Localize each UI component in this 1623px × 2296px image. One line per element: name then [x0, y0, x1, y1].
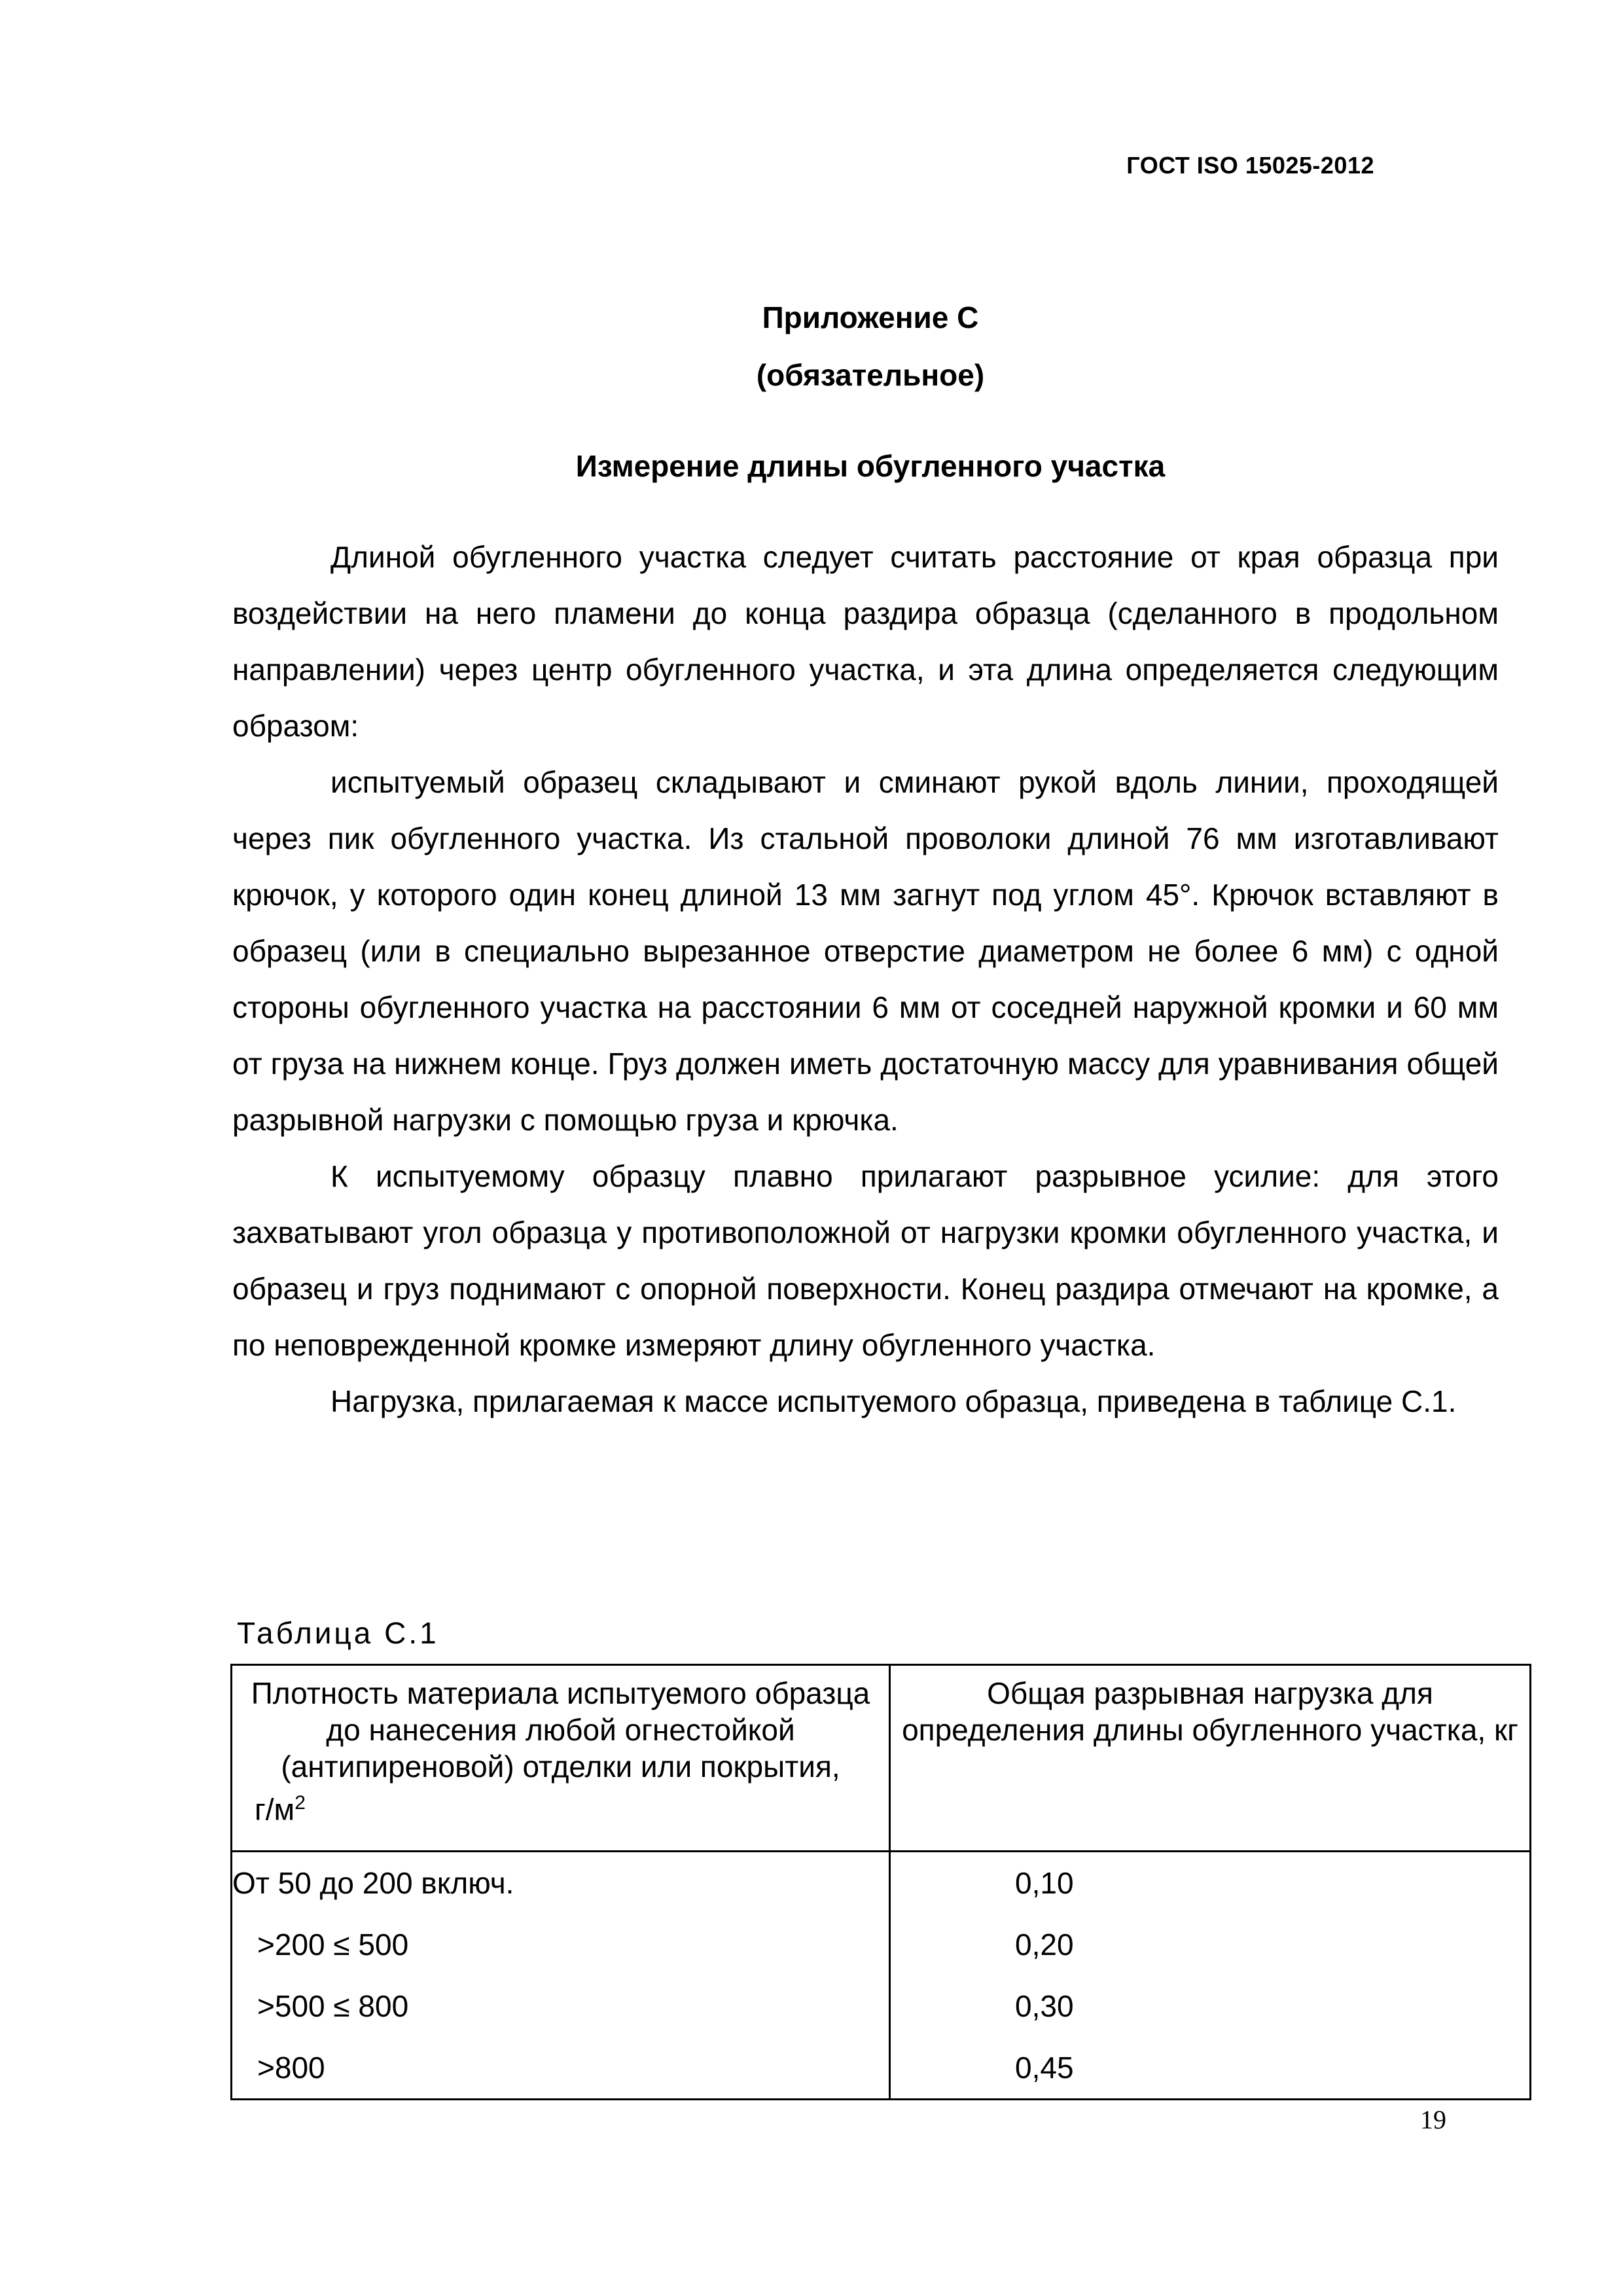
- paragraph: испытуемый образец складывают и сминают рукой вдоль линии, проходящей через пик обугленного участка. Из стальной проволоки длиной 76 мм изготавливают крючок, у которого один конец длиной 13 мм загнут под углом 45°. Крючок вставляют в образец (или в специально вырезанное отверстие диаметром не более 6 мм) с одной стороны обугленного участка на расстоянии 6 мм от соседней наружной кромки и 60 мм от груза на нижнем конце. Груз должен иметь достаточную массу для уравнивания общей разрывной нагрузки с помощью груза и крючка.: [232, 765, 1499, 1137]
- density-unit: $г/м^2$: [255, 1792, 306, 1827]
- density-cell: >500 ≤ 800: [232, 1975, 890, 2037]
- density-cell: От 50 до 200 включ.: [232, 1852, 890, 1914]
- paragraph: К испытуемому образцу плавно прилагают разрывное усилие: для этого захватывают угол образца у противоположной от нагрузки кромки обугленного участка, и образец и груз поднимают с опорной поверхности. Конец раздира отмечают на кромке, а по неповрежденной кромке измеряют длину обугленного участка.: [232, 1159, 1499, 1362]
- table-row: [232, 1914, 1531, 1975]
- table-caption: Таблица С.1: [237, 1616, 439, 1650]
- document-code: ГОСТ ISO 15025-2012: [1126, 152, 1374, 179]
- load-cell: 0,30: [890, 1975, 1531, 2037]
- table-row: [232, 2037, 1531, 2100]
- load-cell: 0,45: [890, 2037, 1531, 2100]
- load-column-header: Общая разрывная нагрузка для определения длины обугленного участка, кг: [890, 1665, 1531, 1852]
- density-column-header: [232, 1665, 890, 1852]
- annex-title: Измерение длины обугленного участка: [575, 449, 1166, 483]
- load-cell: 0,10: [890, 1852, 1531, 1914]
- load-table: [230, 1664, 1531, 2100]
- body-text: [232, 529, 1499, 1429]
- table-header-row: [232, 1665, 1531, 1852]
- density-cell: >200 ≤ 500: [232, 1914, 890, 1975]
- annex-label: Приложение С: [762, 300, 979, 334]
- density-header-text: Плотность материала испытуемого образца до нанесения любой огнестойкой (антипиреновой) отделки или покрытия,: [251, 1676, 870, 1784]
- load-cell: 0,20: [890, 1914, 1531, 1975]
- annex-kind: (обязательное): [756, 358, 985, 392]
- paragraph: Нагрузка, прилагаемая к массе испытуемого образца, приведена в таблице С.1.: [330, 1384, 1457, 1418]
- table-row: [232, 1975, 1531, 2037]
- page-number: 19: [1420, 2105, 1446, 2134]
- table-row: [232, 1852, 1531, 1914]
- paragraph: Длиной обугленного участка следует считать расстояние от края образца при воздействии на него пламени до конца раздира образца (сделанного в продольном направлении) через центр обугленного участка, и эта длина определяется следующим образом:: [232, 540, 1499, 743]
- density-cell: >800: [232, 2037, 890, 2100]
